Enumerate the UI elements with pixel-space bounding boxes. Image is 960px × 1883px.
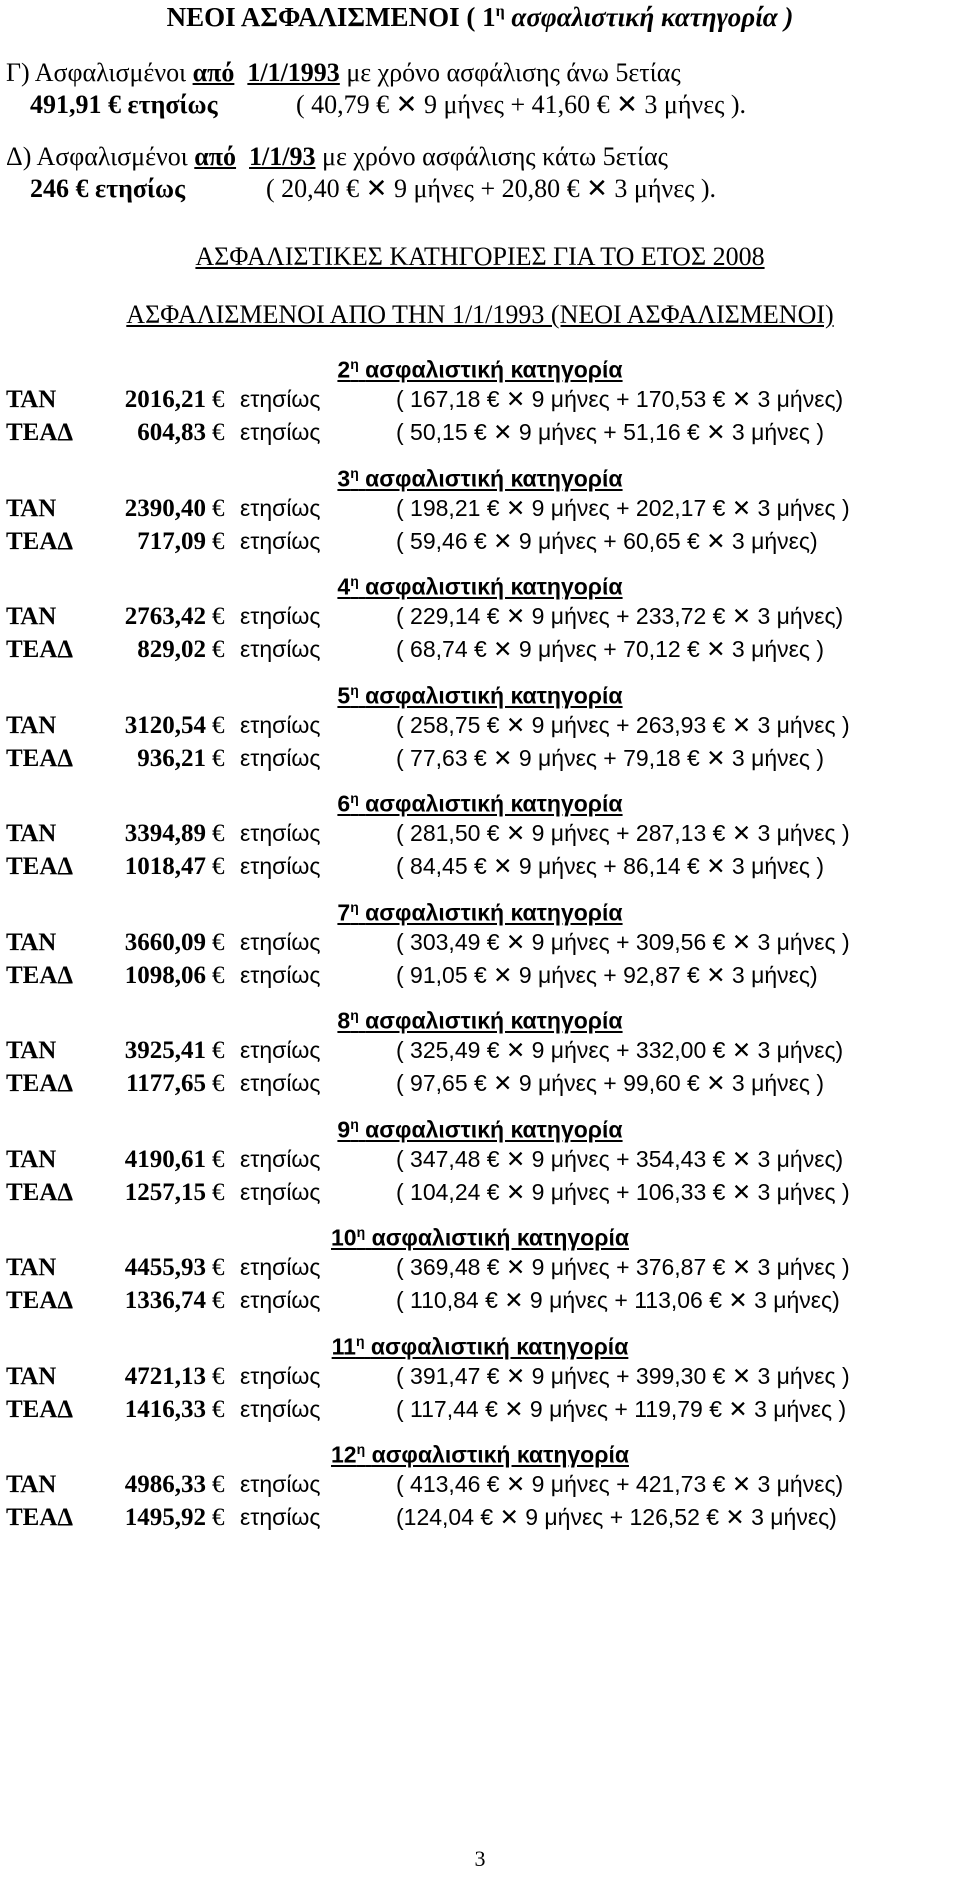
row-annual: ετησίως xyxy=(240,1287,321,1313)
category-sup: η xyxy=(350,573,359,589)
row-annual: ετησίως xyxy=(240,636,321,662)
euro-sign: € xyxy=(212,712,225,739)
row-breakdown: ( 84,45 € ✕ 9 μήνες + 86,14 € ✕ 3 μήνες ) xyxy=(396,853,825,879)
intro-g-apo: από xyxy=(192,58,235,87)
intro-g-detail: ( 40,79 € ✕ 9 μήνες + 41,60 € ✕ 3 μήνες ). xyxy=(296,90,747,119)
row-label: ΤΕΑΔ xyxy=(6,1179,74,1206)
row-breakdown: ( 391,47 € ✕ 9 μήνες + 399,30 € ✕ 3 μήνες ) xyxy=(396,1363,850,1389)
row-label: ΤΑΝ xyxy=(6,603,57,630)
euro-sign: € xyxy=(212,636,225,663)
row-amount: 1018,47 xyxy=(124,853,206,880)
row-annual: ετησίως xyxy=(240,962,321,988)
row-label: ΤΕΑΔ xyxy=(6,636,74,663)
intro-g-date: 1/1/1993 xyxy=(247,58,340,87)
intro-g-amount: 491,91 € ετησίως xyxy=(30,90,218,119)
row-label: ΤΕΑΔ xyxy=(6,1504,74,1531)
row-amount: 2390,40 xyxy=(124,495,206,522)
row-label: ΤΑΝ xyxy=(6,820,57,847)
row-label: ΤΑΝ xyxy=(6,495,57,522)
row-amount: 4190,61 xyxy=(124,1146,206,1173)
category-row xyxy=(0,1254,960,1286)
category-number: 12 xyxy=(331,1441,357,1468)
intro-d-amount: 246 € ετησίως xyxy=(30,174,186,203)
row-annual: ετησίως xyxy=(240,1070,321,1096)
category-row xyxy=(0,1179,960,1211)
category-number: 2 xyxy=(337,356,351,383)
row-amount: 1416,33 xyxy=(124,1396,206,1423)
category-heading xyxy=(0,1441,960,1469)
euro-sign: € xyxy=(212,1254,225,1281)
row-annual: ετησίως xyxy=(240,495,321,521)
row-amount: 936,21 xyxy=(137,745,206,772)
category-row xyxy=(0,853,960,885)
row-amount: 3925,41 xyxy=(124,1037,206,1064)
category-number: 11 xyxy=(331,1333,356,1360)
category-row xyxy=(0,1070,960,1102)
category-row xyxy=(0,745,960,777)
category-word: ασφαλιστική κατηγορία xyxy=(365,1007,623,1034)
row-amount: 4986,33 xyxy=(124,1471,206,1498)
row-amount: 604,83 xyxy=(137,419,206,446)
category-word: ασφαλιστική κατηγορία xyxy=(370,1333,629,1360)
euro-sign: € xyxy=(212,528,225,555)
row-annual: ετησίως xyxy=(240,528,321,554)
category-sup: η xyxy=(350,790,359,806)
euro-sign: € xyxy=(212,495,225,522)
row-label: ΤΕΑΔ xyxy=(6,1287,74,1314)
row-breakdown: ( 117,44 € ✕ 9 μήνες + 119,79 € ✕ 3 μήνες ) xyxy=(396,1396,847,1422)
category-heading xyxy=(0,356,960,384)
euro-sign: € xyxy=(212,1471,225,1498)
row-label: ΤΕΑΔ xyxy=(6,1070,74,1097)
row-breakdown: ( 68,74 € ✕ 9 μήνες + 70,12 € ✕ 3 μήνες ) xyxy=(396,636,825,662)
category-word: ασφαλιστική κατηγορία xyxy=(365,465,623,492)
category-heading xyxy=(0,1116,960,1144)
row-label: ΤΑΝ xyxy=(6,1471,57,1498)
heading-categories-2008: ΑΣΦΑΛΙΣΤΙΚΕΣ ΚΑΤΗΓΟΡΙΕΣ ΓΙΑ ΤΟ ΕΤΟΣ 2008 xyxy=(195,242,765,271)
title-sup: η xyxy=(495,3,505,20)
row-label: ΤΑΝ xyxy=(6,386,57,413)
row-breakdown: ( 50,15 € ✕ 9 μήνες + 51,16 € ✕ 3 μήνες ) xyxy=(396,419,825,445)
intro-g-line1: Γ) Ασφαλισμένοι από 1/1/1993 με χρόνο ασφάλισης άνω 5ετίας xyxy=(6,58,681,87)
category-row xyxy=(0,1287,960,1319)
row-amount: 3394,89 xyxy=(124,820,206,847)
row-annual: ετησίως xyxy=(240,745,321,771)
category-number: 10 xyxy=(331,1224,357,1251)
row-breakdown: ( 97,65 € ✕ 9 μήνες + 99,60 € ✕ 3 μήνες ) xyxy=(396,1070,825,1096)
row-breakdown: (124,04 € ✕ 9 μήνες + 126,52 € ✕ 3 μήνες) xyxy=(396,1504,837,1530)
row-annual: ετησίως xyxy=(240,1396,321,1422)
category-row xyxy=(0,495,960,527)
category-row xyxy=(0,528,960,560)
euro-sign: € xyxy=(212,745,225,772)
intro-d-apo: από xyxy=(194,142,237,171)
row-breakdown: ( 325,49 € ✕ 9 μήνες + 332,00 € ✕ 3 μήνες) xyxy=(396,1037,844,1063)
page-title xyxy=(0,2,960,33)
row-annual: ετησίως xyxy=(240,1037,321,1063)
row-label: ΤΑΝ xyxy=(6,1146,57,1173)
category-row xyxy=(0,1146,960,1178)
category-sup: η xyxy=(350,356,359,372)
category-word: ασφαλιστική κατηγορία xyxy=(365,573,623,600)
row-annual: ετησίως xyxy=(240,386,321,412)
category-sup: η xyxy=(350,1007,359,1023)
row-breakdown: ( 167,18 € ✕ 9 μήνες + 170,53 € ✕ 3 μήνες) xyxy=(396,386,844,412)
category-word: ασφαλιστική κατηγορία xyxy=(365,682,623,709)
page-number: 3 xyxy=(474,1846,486,1871)
category-row xyxy=(0,1037,960,1069)
category-row xyxy=(0,1504,960,1536)
row-breakdown: ( 198,21 € ✕ 9 μήνες + 202,17 € ✕ 3 μήνες ) xyxy=(396,495,850,521)
row-label: ΤΑΝ xyxy=(6,929,57,956)
row-annual: ετησίως xyxy=(240,1471,321,1497)
row-amount: 829,02 xyxy=(137,636,206,663)
row-label: ΤΑΝ xyxy=(6,1037,57,1064)
row-label: ΤΕΑΔ xyxy=(6,962,74,989)
row-label: ΤΑΝ xyxy=(6,1254,57,1281)
category-row xyxy=(0,386,960,418)
row-breakdown: ( 258,75 € ✕ 9 μήνες + 263,93 € ✕ 3 μήνες ) xyxy=(396,712,850,738)
category-word: ασφαλιστική κατηγορία xyxy=(371,1224,629,1251)
row-breakdown: ( 369,48 € ✕ 9 μήνες + 376,87 € ✕ 3 μήνες ) xyxy=(396,1254,850,1280)
category-number: 3 xyxy=(337,465,351,492)
euro-sign: € xyxy=(212,1070,225,1097)
euro-sign: € xyxy=(212,853,225,880)
row-breakdown: ( 104,24 € ✕ 9 μήνες + 106,33 € ✕ 3 μήνες ) xyxy=(396,1179,850,1205)
row-breakdown: ( 303,49 € ✕ 9 μήνες + 309,56 € ✕ 3 μήνες ) xyxy=(396,929,850,955)
row-amount: 1336,74 xyxy=(124,1287,206,1314)
row-amount: 3120,54 xyxy=(124,712,206,739)
category-heading xyxy=(0,790,960,818)
row-amount: 3660,09 xyxy=(124,929,206,956)
row-amount: 717,09 xyxy=(137,528,206,555)
row-amount: 4455,93 xyxy=(124,1254,206,1281)
row-annual: ετησίως xyxy=(240,419,321,445)
row-annual: ετησίως xyxy=(240,1179,321,1205)
row-annual: ετησίως xyxy=(240,1146,321,1172)
intro-d-line2 xyxy=(30,174,717,204)
category-sup: η xyxy=(350,1116,359,1132)
euro-sign: € xyxy=(212,419,225,446)
row-annual: ετησίως xyxy=(240,603,321,629)
row-annual: ετησίως xyxy=(240,853,321,879)
category-row xyxy=(0,929,960,961)
category-row xyxy=(0,712,960,744)
heading-new-insured: ΑΣΦΑΛΙΣΜΕΝΟΙ ΑΠΟ ΤΗΝ 1/1/1993 (ΝΕΟΙ ΑΣΦΑΛΙΣΜΕΝΟΙ) xyxy=(126,300,834,329)
category-sup: η xyxy=(356,1224,366,1240)
category-word: ασφαλιστική κατηγορία xyxy=(365,899,623,926)
euro-sign: € xyxy=(212,929,225,956)
row-annual: ετησίως xyxy=(240,820,321,846)
row-annual: ετησίως xyxy=(240,1363,321,1389)
row-amount: 4721,13 xyxy=(124,1363,206,1390)
category-word: ασφαλιστική κατηγορία xyxy=(365,790,623,817)
euro-sign: € xyxy=(212,1504,225,1531)
row-annual: ετησίως xyxy=(240,712,321,738)
category-heading xyxy=(0,1224,960,1252)
euro-sign: € xyxy=(212,1363,225,1390)
euro-sign: € xyxy=(212,1146,225,1173)
row-breakdown: ( 77,63 € ✕ 9 μήνες + 79,18 € ✕ 3 μήνες ) xyxy=(396,745,825,771)
row-breakdown: ( 413,46 € ✕ 9 μήνες + 421,73 € ✕ 3 μήνες) xyxy=(396,1471,844,1497)
row-label: ΤΕΑΔ xyxy=(6,853,74,880)
category-number: 8 xyxy=(337,1007,351,1034)
category-row xyxy=(0,1396,960,1428)
category-number: 5 xyxy=(337,682,351,709)
category-sup: η xyxy=(355,1333,365,1349)
row-breakdown: ( 281,50 € ✕ 9 μήνες + 287,13 € ✕ 3 μήνες ) xyxy=(396,820,850,846)
intro-d-detail: ( 20,40 € ✕ 9 μήνες + 20,80 € ✕ 3 μήνες ). xyxy=(266,174,717,203)
row-label: ΤΑΝ xyxy=(6,1363,57,1390)
category-row xyxy=(0,1471,960,1503)
category-number: 4 xyxy=(337,573,351,600)
category-word: ασφαλιστική κατηγορία xyxy=(365,1116,623,1143)
category-number: 7 xyxy=(337,899,351,926)
intro-d-date: 1/1/93 xyxy=(249,142,316,171)
title-prefix: ΝΕΟΙ ΑΣΦΑΛΙΣΜΕΝΟΙ ( 1 xyxy=(166,2,496,32)
category-heading xyxy=(0,899,960,927)
euro-sign: € xyxy=(212,1179,225,1206)
category-heading xyxy=(0,465,960,493)
row-annual: ετησίως xyxy=(240,1504,321,1530)
category-row xyxy=(0,419,960,451)
row-label: ΤΑΝ xyxy=(6,712,57,739)
euro-sign: € xyxy=(212,386,225,413)
euro-sign: € xyxy=(212,820,225,847)
category-heading xyxy=(0,573,960,601)
category-row xyxy=(0,820,960,852)
category-word: ασφαλιστική κατηγορία xyxy=(365,356,623,383)
euro-sign: € xyxy=(212,1037,225,1064)
category-word: ασφαλιστική κατηγορία xyxy=(371,1441,629,1468)
category-heading xyxy=(0,1333,960,1361)
category-number: 9 xyxy=(337,1116,351,1143)
row-annual: ετησίως xyxy=(240,929,321,955)
category-heading xyxy=(0,682,960,710)
row-breakdown: ( 229,14 € ✕ 9 μήνες + 233,72 € ✕ 3 μήνες) xyxy=(396,603,844,629)
euro-sign: € xyxy=(212,962,225,989)
row-amount: 1257,15 xyxy=(124,1179,206,1206)
category-row xyxy=(0,636,960,668)
row-breakdown: ( 59,46 € ✕ 9 μήνες + 60,65 € ✕ 3 μήνες) xyxy=(396,528,818,554)
row-label: ΤΕΑΔ xyxy=(6,745,74,772)
category-row xyxy=(0,603,960,635)
category-heading xyxy=(0,1007,960,1035)
category-sup: η xyxy=(350,899,359,915)
category-number: 6 xyxy=(337,790,351,817)
row-breakdown: ( 110,84 € ✕ 9 μήνες + 113,06 € ✕ 3 μήνες) xyxy=(396,1287,840,1313)
row-amount: 2763,42 xyxy=(124,603,206,630)
row-amount: 1495,92 xyxy=(124,1504,206,1531)
intro-g-line2 xyxy=(30,90,747,120)
euro-sign: € xyxy=(212,1396,225,1423)
intro-d-line1: Δ) Ασφαλισμένοι από 1/1/93 με χρόνο ασφάλισης κάτω 5ετίας xyxy=(6,142,668,171)
row-label: ΤΕΑΔ xyxy=(6,419,74,446)
euro-sign: € xyxy=(212,1287,225,1314)
row-label: ΤΕΑΔ xyxy=(6,528,74,555)
row-breakdown: ( 347,48 € ✕ 9 μήνες + 354,43 € ✕ 3 μήνες) xyxy=(396,1146,844,1172)
title-suffix: ασφαλιστική κατηγορία ) xyxy=(504,2,794,32)
row-breakdown: ( 91,05 € ✕ 9 μήνες + 92,87 € ✕ 3 μήνες) xyxy=(396,962,818,988)
row-amount: 2016,21 xyxy=(124,386,206,413)
category-sup: η xyxy=(350,465,359,481)
row-annual: ετησίως xyxy=(240,1254,321,1280)
euro-sign: € xyxy=(212,603,225,630)
row-amount: 1177,65 xyxy=(126,1070,206,1097)
category-sup: η xyxy=(350,682,359,698)
category-row xyxy=(0,1363,960,1395)
row-label: ΤΕΑΔ xyxy=(6,1396,74,1423)
row-amount: 1098,06 xyxy=(124,962,206,989)
category-sup: η xyxy=(356,1441,366,1457)
category-row xyxy=(0,962,960,994)
